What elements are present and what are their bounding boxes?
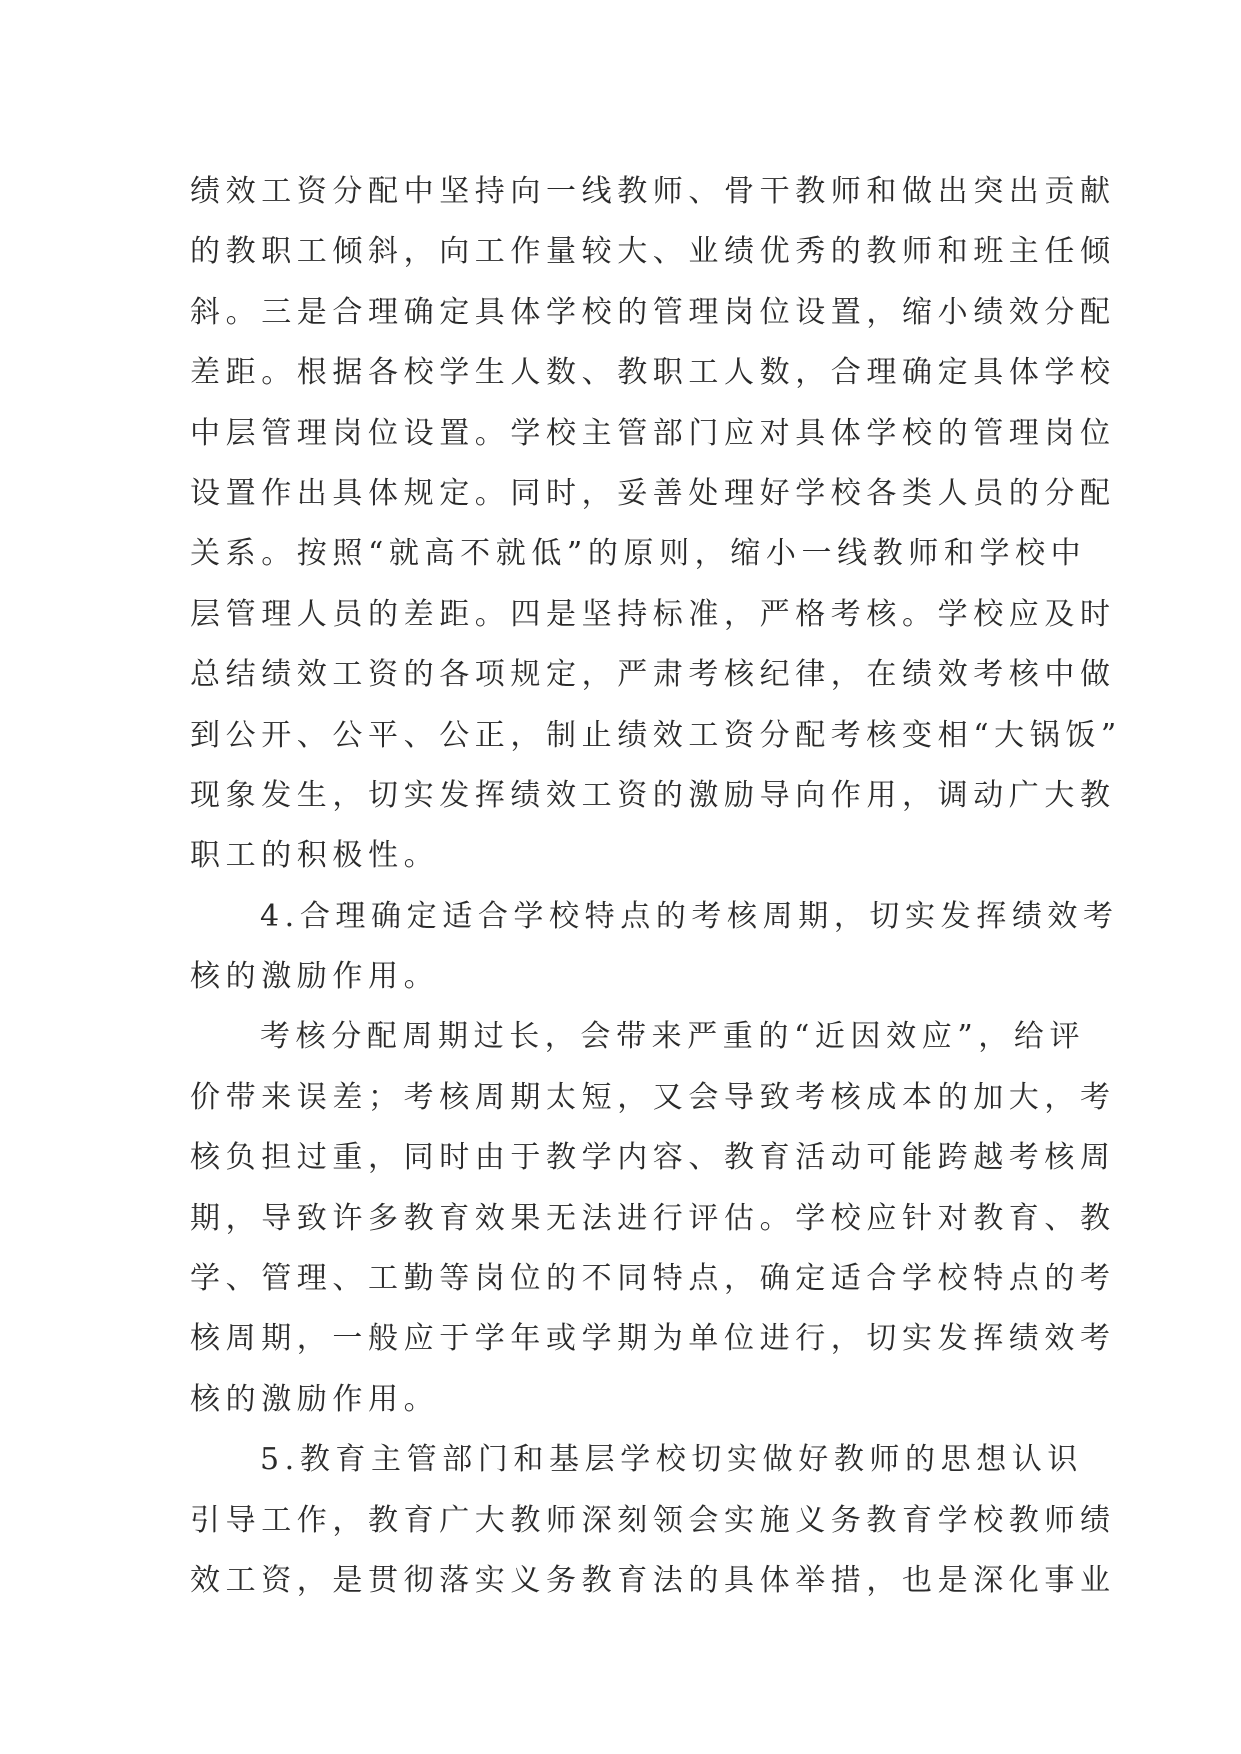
text-line: 关系。按照“就高不就低”的原则，缩小一线教师和学校中 [190, 536, 1087, 572]
text-line: 现象发生，切实发挥绩效工资的激励导向作用，调动广大教 [190, 777, 1116, 813]
text-line: 核周期，一般应于学年或学期为单位进行，切实发挥绩效考 [190, 1321, 1116, 1357]
text-line: 核的激励作用。 [190, 1381, 440, 1417]
text-line: 的教职工倾斜，向工作量较大、业绩优秀的教师和班主任倾 [190, 234, 1116, 270]
text-line: 引导工作，教育广大教师深刻领会实施义务教育学校教师绩 [190, 1502, 1116, 1538]
text-line: 学、管理、工勤等岗位的不同特点，确定适合学校特点的考 [190, 1261, 1116, 1297]
text-line: 斜。三是合理确定具体学校的管理岗位设置，缩小绩效分配 [190, 294, 1116, 330]
text-line: 层管理人员的差距。四是坚持标准，严格考核。学校应及时 [190, 596, 1116, 632]
section-heading-line: 4.合理确定适合学校特点的考核周期，切实发挥绩效考 [260, 898, 1119, 934]
text-line: 核负担过重，同时由于教学内容、教育活动可能跨越考核周 [190, 1140, 1116, 1176]
text-line: 差距。根据各校学生人数、教职工人数，合理确定具体学校 [190, 355, 1116, 391]
section-heading-line: 核的激励作用。 [190, 959, 440, 995]
text-line: 到公开、公平、公正，制止绩效工资分配考核变相“大锅饭” [190, 717, 1122, 753]
text-line: 期，导致许多教育效果无法进行评估。学校应针对教育、教 [190, 1200, 1116, 1236]
section-heading-line: 5.教育主管部门和基层学校切实做好教师的思想认识 [260, 1442, 1084, 1478]
text-line: 价带来误差；考核周期太短，又会导致考核成本的加大，考 [190, 1079, 1116, 1115]
text-line: 效工资，是贯彻落实义务教育法的具体举措，也是深化事业 [190, 1562, 1116, 1598]
text-line: 考核分配周期过长，会带来严重的“近因效应”，给评 [260, 1019, 1086, 1055]
text-line: 设置作出具体规定。同时，妥善处理好学校各类人员的分配 [190, 475, 1116, 511]
text-line: 职工的积极性。 [190, 838, 440, 874]
text-line: 绩效工资分配中坚持向一线教师、骨干教师和做出突出贡献 [190, 174, 1116, 209]
text-line: 中层管理岗位设置。学校主管部门应对具体学校的管理岗位 [190, 415, 1116, 451]
text-line: 总结绩效工资的各项规定，严肃考核纪律，在绩效考核中做 [190, 657, 1116, 693]
document-body [190, 162, 1122, 1611]
